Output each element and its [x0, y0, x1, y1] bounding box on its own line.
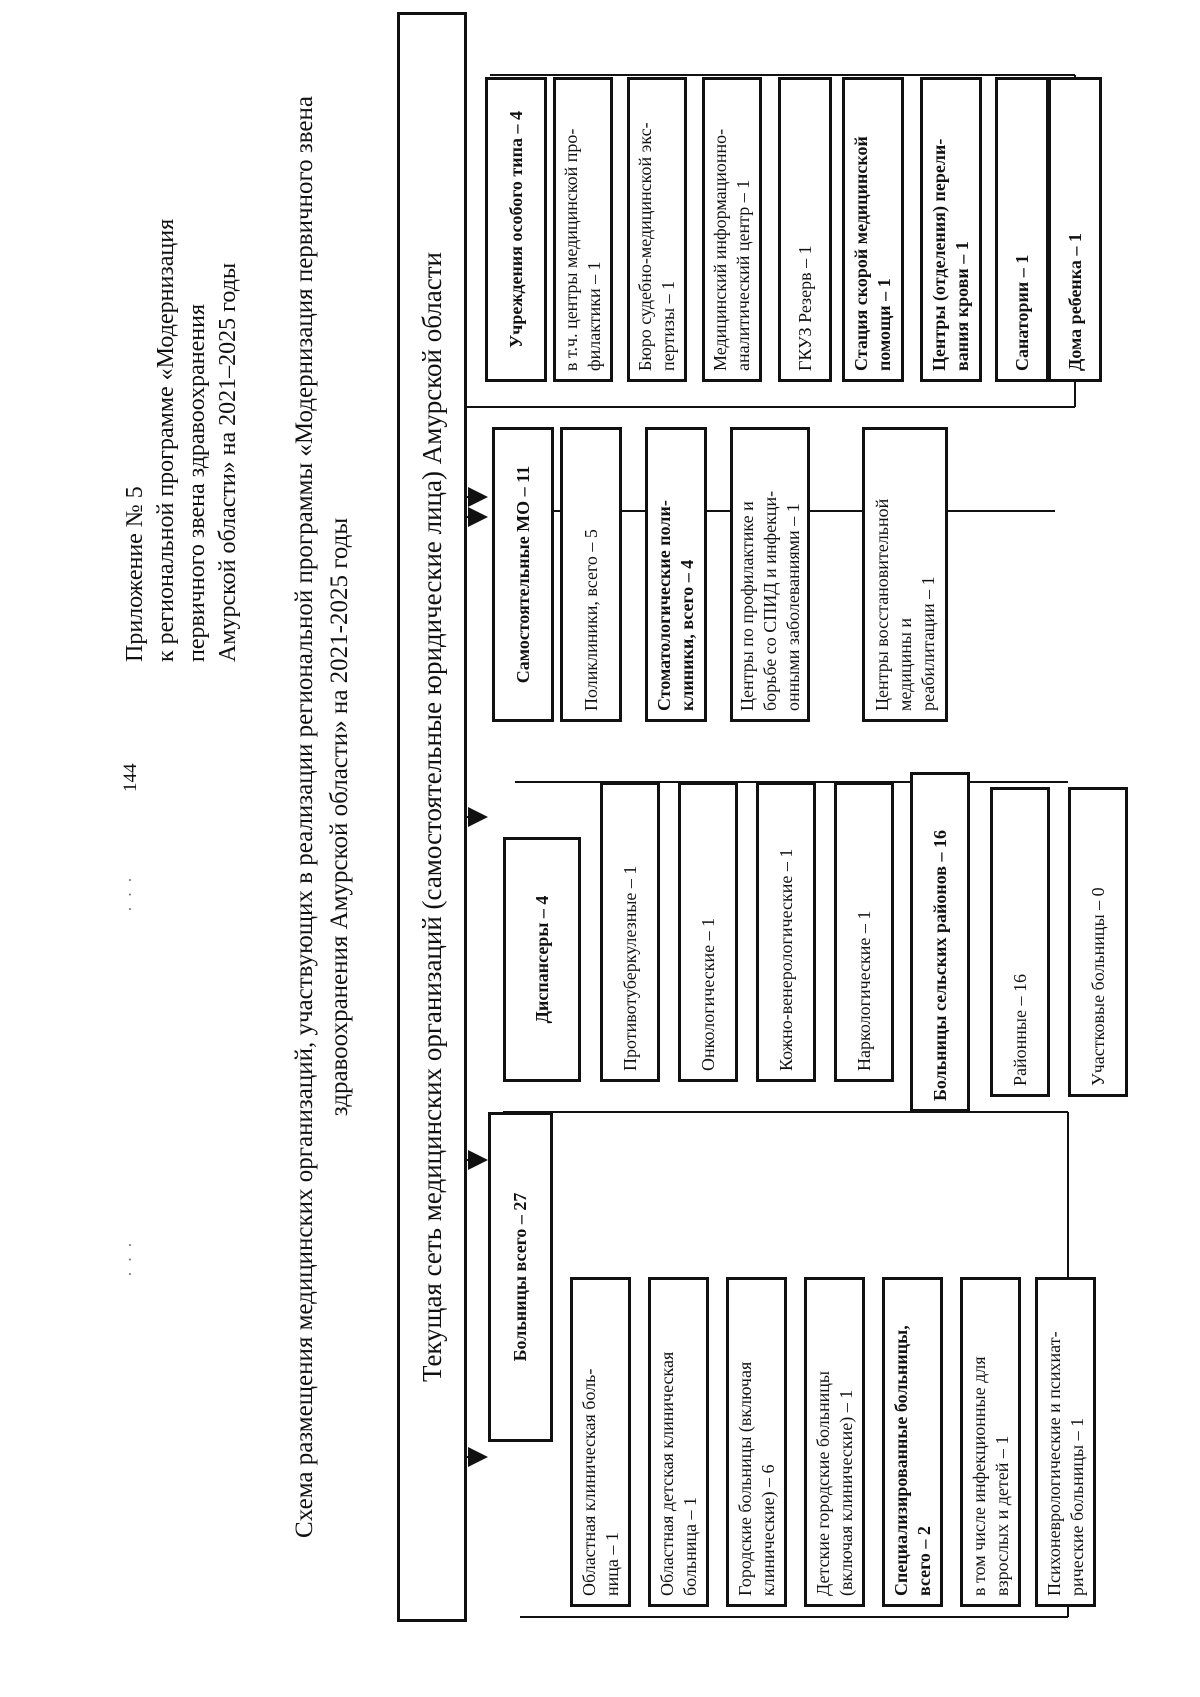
scan-mark: · · ·	[120, 1240, 140, 1277]
hospitals-item: Психоневрологические и психиат- рические больницы – 1	[1035, 1277, 1096, 1607]
rural-hospitals-header: Больницы сельских районов – 16	[910, 772, 970, 1112]
scan-mark: · · ·	[120, 875, 140, 912]
appendix-line: Амурской области» на 2021–2025 годы	[215, 262, 241, 662]
dispensaries-item: Противотуберкулезные – 1	[600, 782, 660, 1082]
hospitals-item: Городские больницы (включая клинические) – 6	[726, 1277, 787, 1607]
hospitals-item: Областная детская клиническая больница – 1	[648, 1277, 709, 1607]
appendix-line: к региональной программе «Модернизация	[153, 218, 179, 662]
page-number: 144	[120, 763, 141, 792]
independent-item: Центры по профилактике и борьбе со СПИД и инфекци- онными заболеваниями – 1	[730, 427, 810, 722]
rural-item: Районные – 16	[990, 787, 1050, 1097]
special-item: в т.ч. центры медицинской про- филактики – 1	[553, 77, 613, 382]
hospitals-item: Детские городские больницы (включая клинические) – 1	[804, 1277, 865, 1607]
scheme-title: Схема размещения медицинских организаций, участвующих в реализации региональной программы «Модернизация первичного звена здравоохранения Амурской области» на 2021-2025 годы	[291, 96, 353, 1538]
dispensaries-header: Диспансеры – 4	[503, 837, 581, 1082]
independent-item: Стоматологические поли- клиники, всего – 4	[645, 427, 707, 722]
independent-item: Поликлиники, всего – 5	[560, 427, 622, 722]
special-item: Дома ребенка – 1	[1048, 77, 1102, 382]
dispensaries-item: Наркологические – 1	[834, 782, 894, 1082]
hospitals-header: Больницы всего – 27	[488, 1112, 553, 1442]
special-item: Центры (отделения) перели- вания крови – 1	[920, 77, 982, 382]
rural-item: Участковые больницы – 0	[1068, 787, 1128, 1097]
main-network-box: Текущая сеть медицинских организаций (самостоятельные юридические лица) Амурской области	[397, 12, 467, 1622]
special-item: Бюро судебно-медицинской экс- пертизы – 1	[627, 77, 687, 382]
hospitals-item: в том числе инфекционные для взрослых и детей – 1	[960, 1277, 1021, 1607]
hospitals-item: Специализированные больницы, всего – 2	[882, 1277, 943, 1607]
special-item: Стация скорой медицинской помощи – 1	[842, 77, 904, 382]
special-header: Учреждения особого типа – 4	[485, 77, 547, 382]
special-item: Медицинский информационно- аналитический центр – 1	[702, 77, 762, 382]
independent-header: Самостоятельные МО – 11	[492, 427, 554, 722]
dispensaries-item: Кожно-венерологические – 1	[756, 782, 816, 1082]
independent-item: Центры восстановительной медицины и реабилитации – 1	[862, 427, 948, 722]
special-item: Санатории – 1	[995, 77, 1049, 382]
dispensaries-item: Онкологические – 1	[678, 782, 738, 1082]
appendix-line: Приложение № 5	[122, 486, 148, 662]
hospitals-item: Областная клиническая боль- ница – 1	[570, 1277, 631, 1607]
appendix-line: первичного звена здравоохранения	[184, 303, 210, 662]
special-item: ГКУЗ Резерв – 1	[778, 77, 832, 382]
